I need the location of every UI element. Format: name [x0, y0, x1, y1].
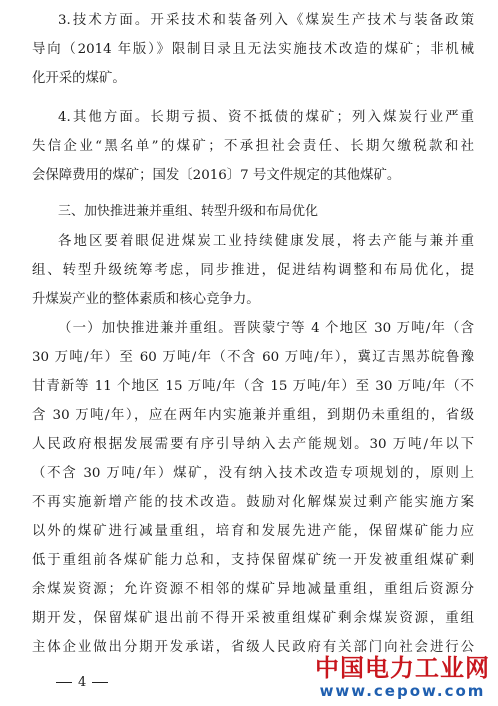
text-line: 余煤炭资源；允许资源不相邻的煤矿异地减量重组，重组后资源分: [32, 582, 474, 597]
text-line: 会保障费用的煤矿；国发〔2016〕7 号文件规定的其他煤矿。: [32, 168, 401, 183]
text-line: 甘青新等 11 个地区 15 万吨/年（含 15 万吨/年）至 30 万吨/年（不: [32, 379, 474, 394]
text-line: 各地区要着眼促进煤炭工业持续健康发展，将去产能与兼并重: [58, 234, 474, 249]
text-line: 组、转型升级统筹考虑，同步推进，促进结构调整和布局优化，提: [32, 263, 474, 278]
section-heading: 三、加快推进兼并重组、转型升级和布局优化: [58, 204, 319, 219]
text-line: （不含 30 万吨/年）煤矿，没有纳入技术改造专项规划的，原则上: [32, 466, 474, 481]
text-line: 不再实施新增产能的技术改造。鼓励对化解煤炭过剩产能实施方案: [32, 495, 474, 510]
text-line: 主体企业做出分期开发承诺，省级人民政府有关部门向社会进行公: [32, 640, 474, 655]
watermark-title: 中国电力工业网: [315, 654, 490, 682]
footer-dash-left: [56, 682, 72, 683]
text-line: 30 万吨/年）至 60 万吨/年（不含 60 万吨/年），冀辽吉黑苏皖鲁豫: [32, 350, 474, 365]
text-line: 人民政府根据发展需要有序引导纳入去产能规划。30 万吨/年以下: [32, 437, 474, 452]
watermark-url: www.cepow.com: [319, 682, 486, 700]
text-line: 导向（2014 年版）》限制目录且无法实施技术改造的煤矿；非机械: [32, 42, 474, 57]
text-line: 化开采的煤矿。: [32, 71, 126, 86]
text-line: 失信企业“黑名单”的煤矿；不承担社会责任、长期欠缴税款和社: [32, 139, 474, 154]
text-line: 以外的煤矿进行减量重组，培育和发展先进产能，保留煤矿能力应: [32, 524, 474, 539]
page-footer: [50, 674, 114, 692]
footer-dash-right: [92, 682, 108, 683]
page-number: 4: [78, 675, 87, 690]
text-line: 升煤炭产业的整体素质和核心竞争力。: [32, 292, 260, 307]
text-line: （一）加快推进兼并重组。晋陕蒙宁等 4 个地区 30 万吨/年（含: [58, 321, 474, 336]
text-line: 期开发，保留煤矿退出前不得开采被重组煤矿剩余煤炭资源，重组: [32, 611, 474, 626]
watermark: [315, 654, 490, 700]
text-line: 3.技术方面。开采技术和装备列入《煤炭生产技术与装备政策: [58, 13, 474, 28]
text-line: 低于重组前各煤矿能力总和，支持保留煤矿统一开发被重组煤矿剩: [32, 553, 474, 568]
text-line: 4.其他方面。长期亏损、资不抵债的煤矿；列入煤炭行业严重: [58, 110, 474, 125]
text-line: 含 30 万吨/年），应在两年内实施兼并重组，到期仍未重组的，省级: [32, 408, 474, 423]
